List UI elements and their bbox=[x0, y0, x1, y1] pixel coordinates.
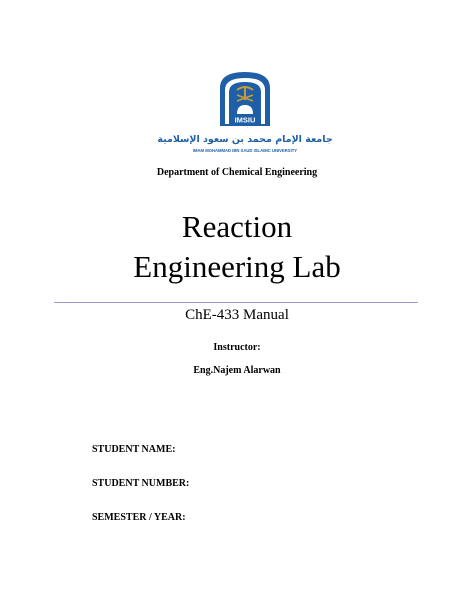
instructor-label: Instructor: bbox=[213, 342, 261, 353]
semester-year-field: SEMESTER / YEAR: bbox=[92, 512, 186, 523]
course-manual: ChE-433 Manual bbox=[185, 307, 289, 323]
title-line-1: Reaction bbox=[181, 209, 293, 244]
student-number-field: STUDENT NUMBER: bbox=[92, 478, 190, 489]
university-logo bbox=[157, 70, 333, 165]
logo-arabic-name: جامعة الإمام محمد بن سعود الإسلامية bbox=[157, 134, 333, 145]
title-line-2: Engineering Lab bbox=[133, 249, 341, 284]
instructor-name: Eng.Najem Alarwan bbox=[193, 365, 281, 376]
department-name: Department of Chemical Engineering bbox=[156, 167, 318, 178]
student-name-field: STUDENT NAME: bbox=[92, 444, 176, 455]
logo-english-name: IMAM MOHAMMAD IBN SAUD ISLAMIC UNIVERSITY bbox=[192, 148, 298, 153]
logo-badge-text: IMSIU bbox=[234, 115, 256, 125]
title-divider bbox=[54, 302, 418, 303]
